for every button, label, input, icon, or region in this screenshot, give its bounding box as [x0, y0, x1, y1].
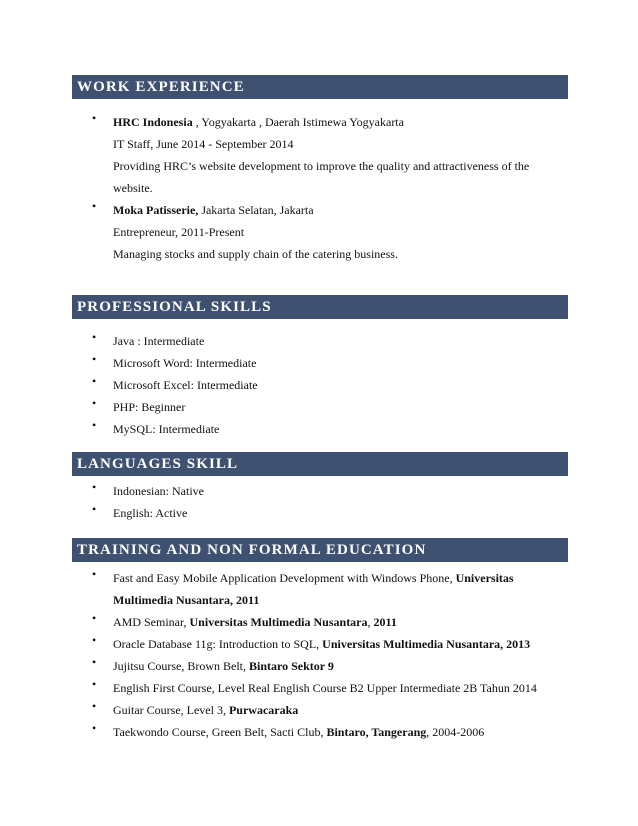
training-institution: Bintaro Sektor 9 [249, 659, 334, 673]
bullet-icon: • [92, 677, 97, 691]
training-text: English First Course, Level Real English Course B2 Upper Intermediate 2B Tahun 2014 [113, 681, 537, 695]
bullet-icon: • [92, 721, 97, 735]
list-item [92, 633, 562, 655]
skill-text: PHP: Beginner [113, 400, 186, 414]
training-year: , 2004-2006 [426, 725, 485, 739]
bullet-icon: • [92, 611, 97, 625]
job-description: Providing HRC’s website development to improve the quality and attractiveness of the [113, 159, 530, 173]
training-text: AMD Seminar, [113, 615, 190, 629]
job-role: Entrepreneur, 2011-Present [113, 225, 245, 239]
list-item [92, 677, 562, 699]
training-text: Oracle Database 11g: Introduction to SQL, [113, 637, 323, 651]
bullet-icon: • [92, 480, 97, 494]
bullet-icon: • [92, 111, 97, 125]
training-institution: Purwacaraka [228, 703, 299, 717]
language-text: English: Active [113, 506, 188, 520]
section-title-work: WORK EXPERIENCE [72, 75, 568, 99]
list-item [92, 611, 562, 633]
skill-text: MySQL: Intermediate [113, 422, 220, 436]
work-experience-header [72, 75, 568, 99]
work-experience-list [92, 111, 562, 265]
training-institution: Universitas [455, 571, 514, 585]
list-item [92, 396, 562, 418]
bullet-icon: • [92, 633, 97, 647]
bullet-icon: • [92, 352, 97, 366]
bullet-icon: • [92, 418, 97, 432]
professional-skills-list [92, 330, 562, 440]
section-title-languages: LANGUAGES SKILL [72, 452, 568, 476]
bullet-icon: • [92, 199, 97, 213]
list-item [92, 111, 562, 199]
skill-text: Microsoft Word: Intermediate [113, 356, 257, 370]
training-year: 2011 [373, 615, 397, 629]
languages-skill-header [72, 452, 568, 476]
list-item [92, 352, 562, 374]
list-item [92, 655, 562, 677]
company-location: Jakarta Selatan, Jakarta [198, 203, 314, 217]
training-text: Jujitsu Course, Brown Belt, [113, 659, 250, 673]
section-title-training: TRAINING AND NON FORMAL EDUCATION [72, 538, 568, 562]
bullet-icon: • [92, 567, 97, 581]
list-item [92, 330, 562, 352]
bullet-icon: • [92, 396, 97, 410]
training-separator: , [367, 615, 374, 629]
list-item [92, 699, 562, 721]
bullet-icon: • [92, 330, 97, 344]
language-text: Indonesian: Native [113, 484, 204, 498]
company-location: , Yogyakarta , Daerah Istimewa Yogyakarta [192, 115, 404, 129]
professional-skills-header [72, 295, 568, 319]
training-list [92, 567, 562, 743]
training-header [72, 538, 568, 562]
bullet-icon: • [92, 655, 97, 669]
list-item [92, 418, 562, 440]
bullet-icon: • [92, 374, 97, 388]
bullet-icon: • [92, 699, 97, 713]
training-institution: Bintaro, Tangerang [326, 725, 427, 739]
training-text: Taekwondo Course, Green Belt, Sacti Club, [113, 725, 327, 739]
training-text: Fast and Easy Mobile Application Development with Windows Phone, [113, 571, 456, 585]
languages-list [92, 480, 562, 524]
list-item [92, 199, 562, 265]
section-title-skills: PROFESSIONAL SKILLS [72, 295, 568, 319]
training-institution-cont: Multimedia Nusantara, 2011 [113, 593, 260, 607]
company-name: HRC Indonesia [113, 115, 193, 129]
bullet-icon: • [92, 502, 97, 516]
training-institution: Universitas Multimedia Nusantara [189, 615, 368, 629]
list-item [92, 374, 562, 396]
skill-text: Java : Intermediate [113, 334, 205, 348]
list-item [92, 721, 562, 743]
training-text: Guitar Course, Level 3, [113, 703, 229, 717]
job-role: IT Staff, June 2014 - September 2014 [113, 137, 294, 151]
list-item [92, 502, 562, 524]
training-institution: Universitas Multimedia Nusantara, 2013 [322, 637, 531, 651]
list-item [92, 567, 562, 611]
list-item [92, 480, 562, 502]
job-description-cont: website. [113, 181, 153, 195]
company-name: Moka Patisserie, [113, 203, 199, 217]
skill-text: Microsoft Excel: Intermediate [113, 378, 258, 392]
job-description: Managing stocks and supply chain of the catering business. [113, 247, 398, 261]
